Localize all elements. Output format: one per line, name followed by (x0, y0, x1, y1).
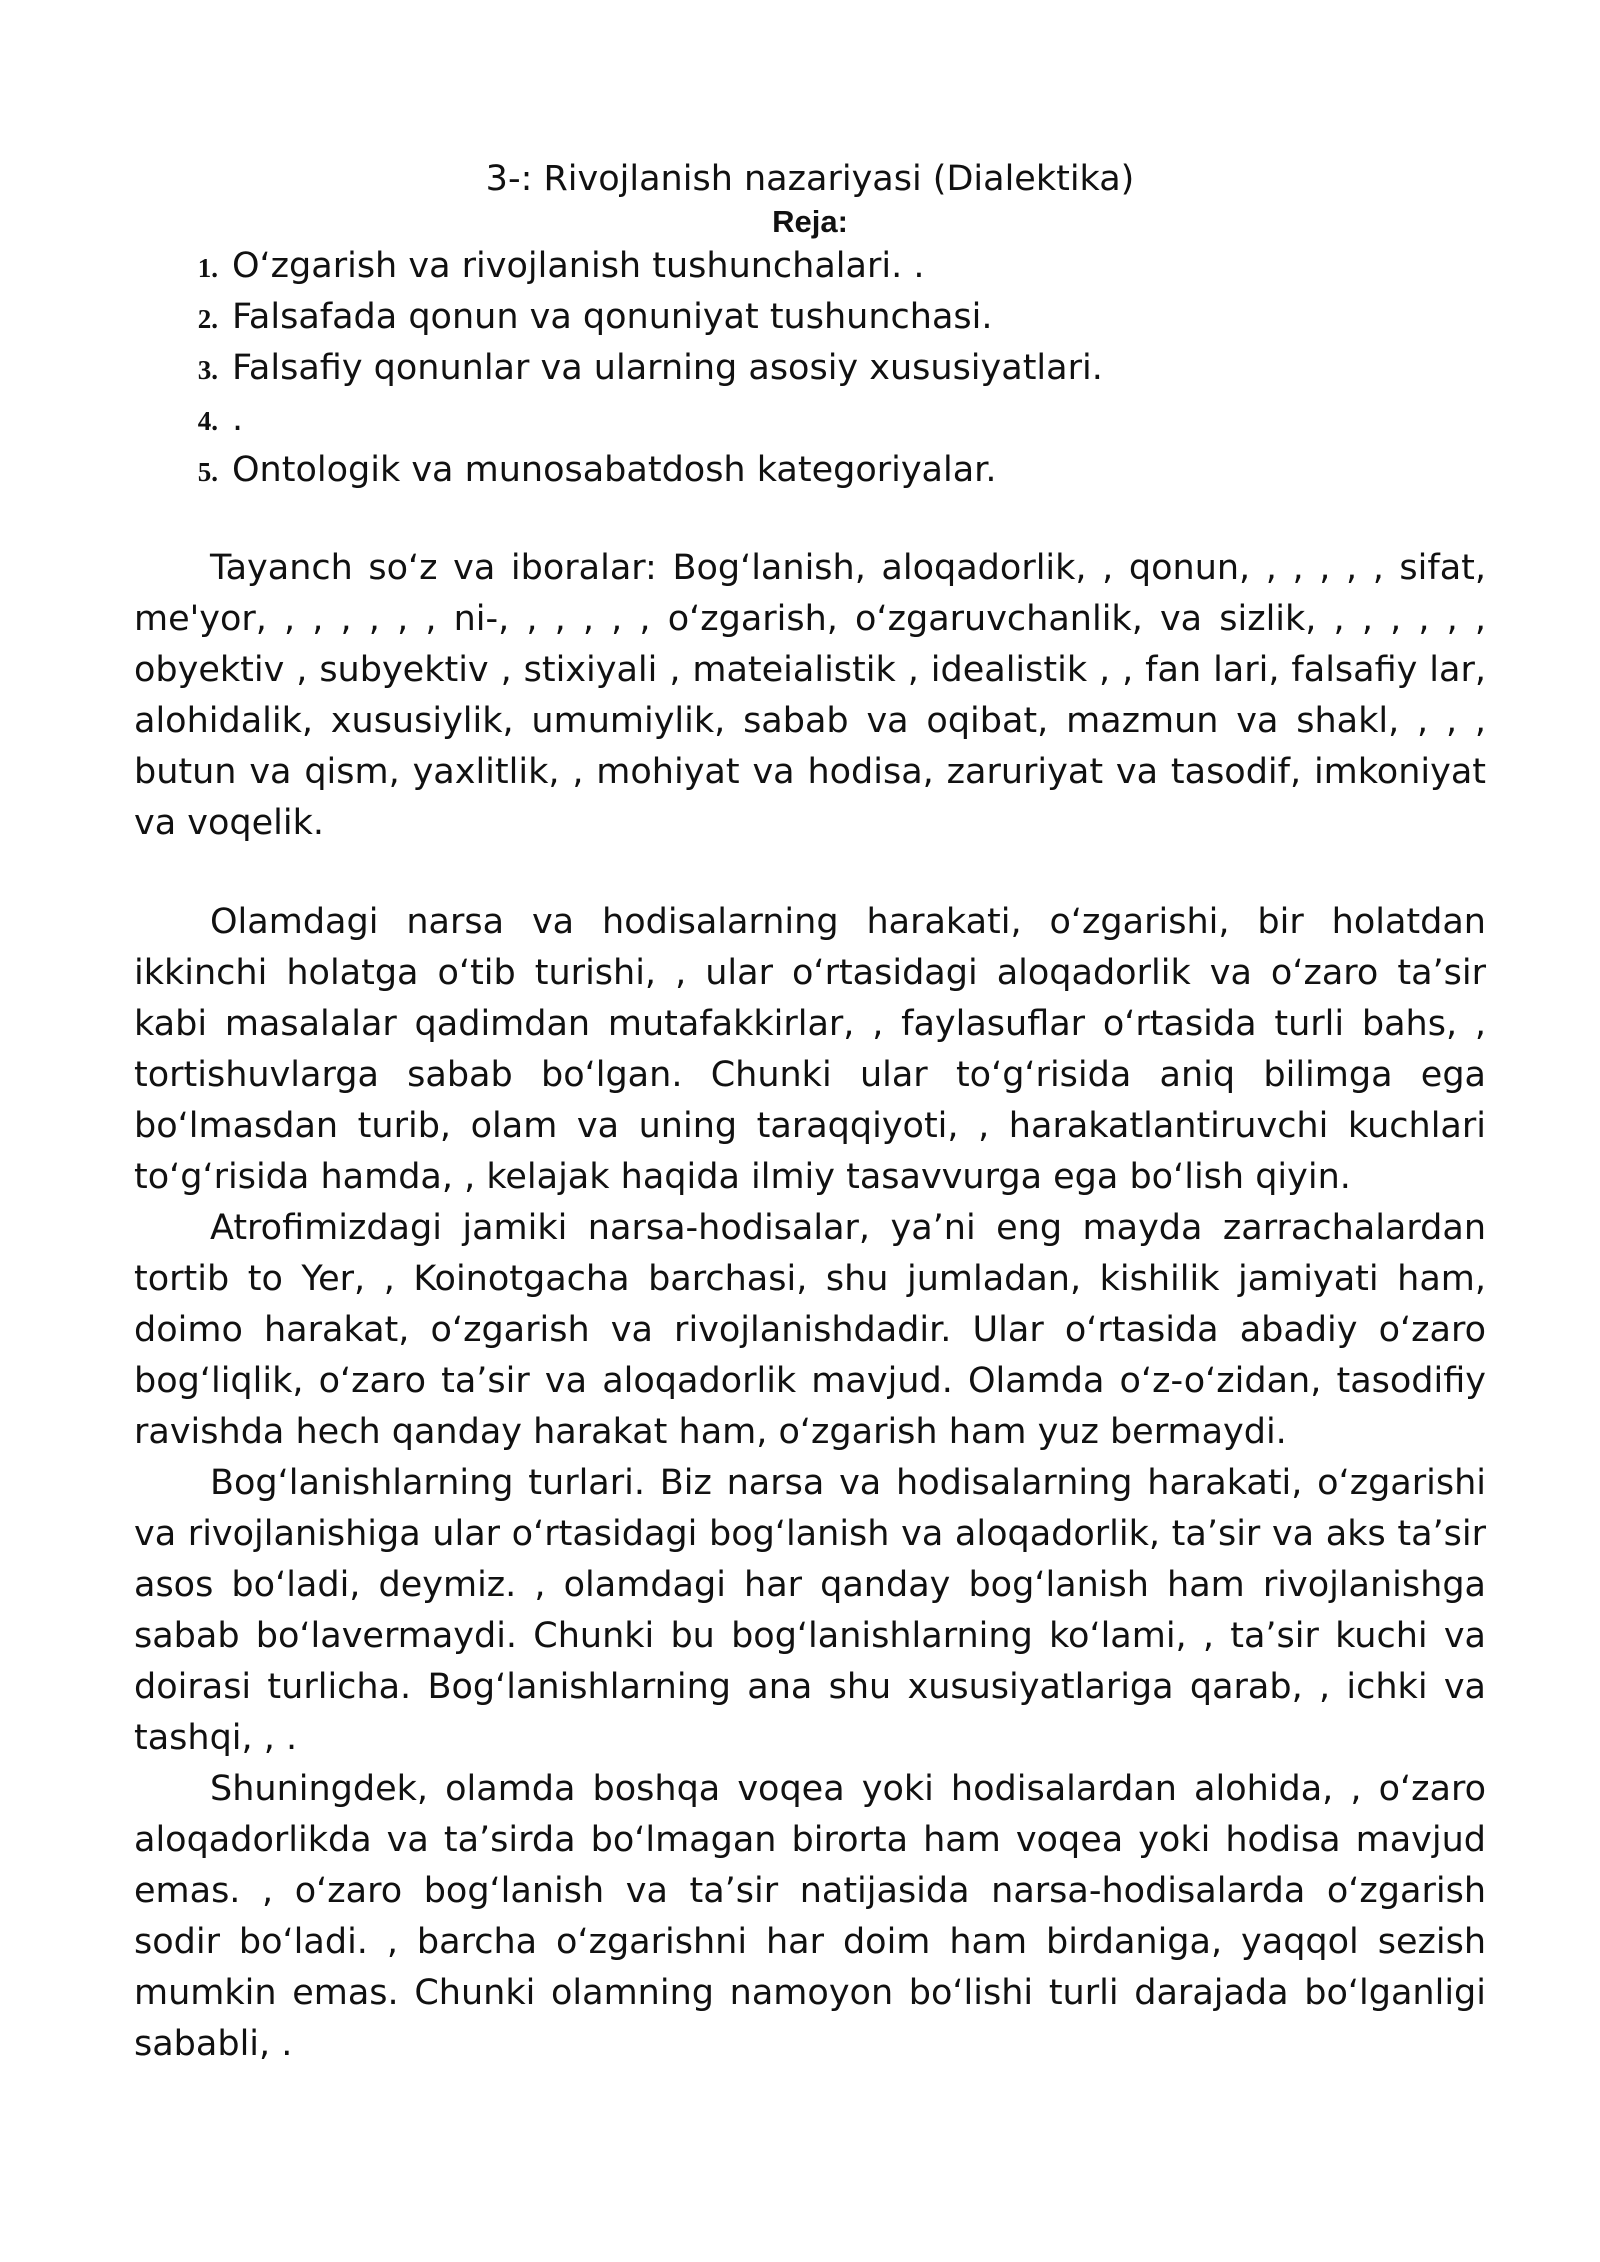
plan-item-number: 1. (197, 253, 218, 283)
document-page (134, 156, 1486, 2070)
plan-item-number: 2. (197, 304, 218, 334)
plan-item (134, 348, 1486, 399)
plan-item (134, 450, 1486, 501)
plan-item-number: 4. (197, 406, 218, 436)
keywords-paragraph: Tayanch so‘z va iboralar: Bog‘lanish, aloqadorlik, , qonun, , , , , , sifat, me'yor, , , , , , , ni-, , , , , , o‘zgarish, o‘zgaruvchanlik, va sizlik, , , , , , , obyektiv , subyektiv , stixiyali , mateialistik , idealistik , , fan lari, falsafiy lar, alohidalik, xususiylik, umumiylik, sabab va oqibat, mazmun va shakl, , , , butun va qism, yaxlitlik, , mohiyat va hodisa, zaruriyat va tasodif, imkoniyat va voqelik. (134, 548, 1486, 843)
plan-list (134, 246, 1486, 501)
plan-heading: Reja: (772, 204, 848, 239)
plan-item-number: 5. (197, 457, 218, 487)
body-paragraph: Shuningdek, olamda boshqa voqea yoki hodisalardan alohida, , o‘zaro aloqadorlikda va ta’sirda bo‘lmagan birorta ham voqea yoki hodisa mavjud emas. , o‘zaro bog‘lanish va ta’sir natijasida narsa-hodisalarda o‘zgarish sodir bo‘ladi. , barcha o‘zgarishni har doim ham birdaniga, yaqqol sezish mumkin emas. Chunki olamning namoyon bo‘lishi turli darajada bo‘lganligi sababli, . (134, 1769, 1486, 2064)
body-paragraph: Olamdagi narsa va hodisalarning harakati, o‘zgarishi, bir holatdan ikkinchi holatga o‘tib turishi, , ular o‘rtasidagi aloqadorlik va o‘zaro ta’sir kabi masalalar qadimdan mutafakkirlar, , faylasuflar o‘rtasida turli bahs, , tortishuvlarga sabab bo‘lgan. Chunki ular to‘g‘risida aniq bilimga ega bo‘lmasdan turib, olam va uning taraqqiyoti, , harakatlantiruvchi kuchlari to‘g‘risida hamda, , kelajak haqida ilmiy tasavvurga ega bo‘lish qiyin. (134, 902, 1486, 1197)
plan-item (134, 297, 1486, 348)
plan-item (134, 399, 1486, 450)
plan-item (134, 246, 1486, 297)
body-paragraph: Atrofimizdagi jamiki narsa-hodisalar, ya’ni eng mayda zarrachalardan tortib to Yer, , Koinotgacha barchasi, shu jumladan, kishilik jamiyati ham, doimo harakat, o‘zgarish va rivojlanishdadir. Ular o‘rtasida abadiy o‘zaro bog‘liqlik, o‘zaro ta’sir va aloqadorlik mavjud. Olamda o‘z-o‘zidan, tasodifiy ravishda hech qanday harakat ham, o‘zgarish ham yuz bermaydi. (134, 1208, 1486, 1452)
plan-item-text: Ontologik va munosabatdosh kategoriyalar. (232, 450, 997, 490)
plan-item-text: . (232, 399, 244, 439)
plan-item-text: Falsafada qonun va qonuniyat tushunchasi. (232, 297, 993, 337)
document-title: 3-: Rivojlanish nazariyasi (Dialektika) (485, 159, 1135, 199)
plan-item-number: 3. (197, 355, 218, 385)
body-paragraph: Bog‘lanishlarning turlari. Biz narsa va hodisalarning harakati, o‘zgarishi va rivojlanishiga ular o‘rtasidagi bog‘lanish va aloqadorlik, ta’sir va aks ta’sir asos bo‘ladi, deymiz. , olamdagi har qanday bog‘lanish ham rivojlanishga sabab bo‘lavermaydi. Chunki bu bog‘lanishlarning ko‘lami, , ta’sir kuchi va doirasi turlicha. Bog‘lanishlarning ana shu xususiyatlariga qarab, , ichki va tashqi, , . (134, 1463, 1486, 1758)
plan-item-text: O‘zgarish va rivojlanish tushunchalari. . (232, 246, 925, 286)
plan-item-text: Falsafiy qonunlar va ularning asosiy xususiyatlari. (232, 348, 1103, 388)
